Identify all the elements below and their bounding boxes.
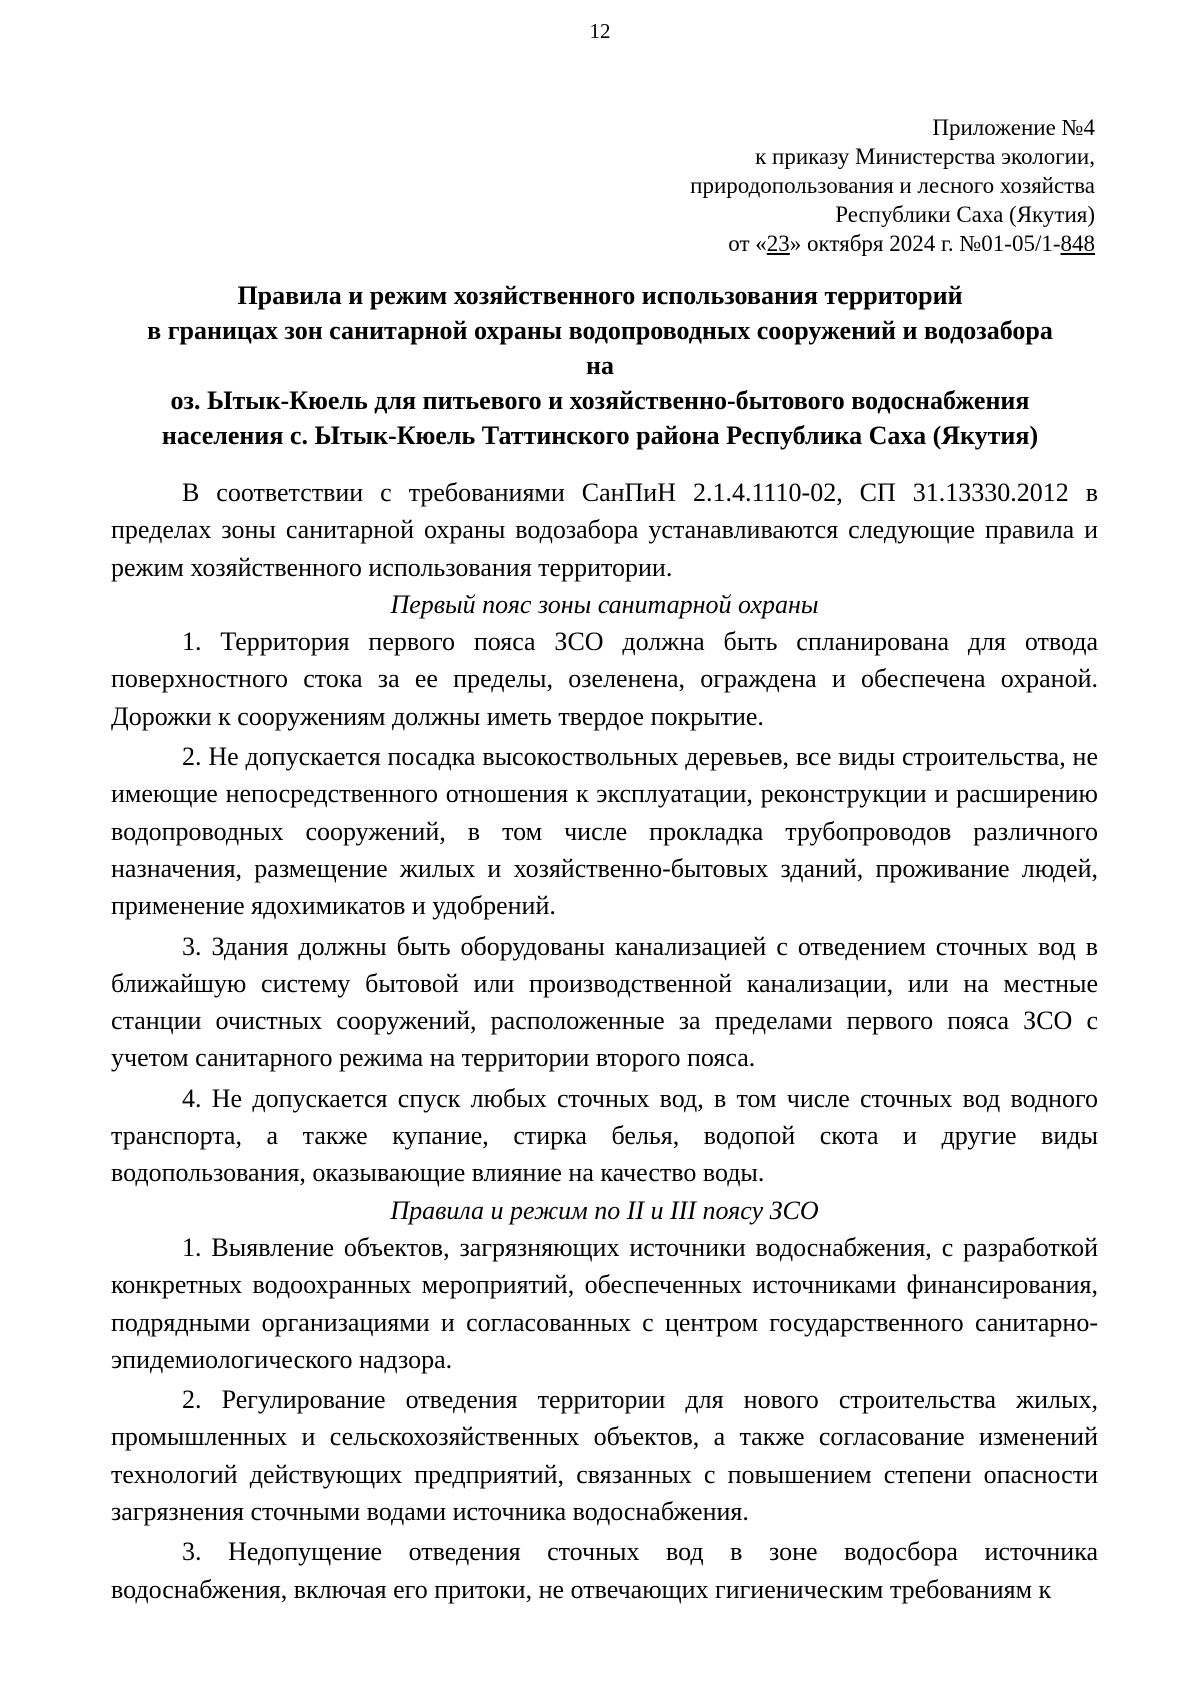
document-body xyxy=(111,474,1098,1608)
date-prefix: от « xyxy=(728,231,767,256)
page-number: 12 xyxy=(589,19,611,43)
appendix-date-line xyxy=(690,229,1095,258)
order-number: 848 xyxy=(1060,231,1095,256)
title-line-5: населения с. Ытык-Кюель Таттинского района Республика Саха (Якутия) xyxy=(161,421,1039,450)
list-item: 3. Здания должны быть оборудованы канализацией с отведением сточных вод в ближайшую систему бытовой или производственной канализации, или на местные станции очистных сооружений, расположенные за пределами первого пояса ЗСО с учетом санитарного режима на территории второго пояса. xyxy=(111,931,1098,1073)
appendix-line-3: природопользования и лесного хозяйства xyxy=(690,173,1095,198)
list-item: 1. Выявление объектов, загрязняющих источники водоснабжения, с разработкой конкретных водоохранных мероприятий, обеспеченных источниками финансирования, подрядными организациями и согласованных с центром государственного санитарно-эпидемиологического надзора. xyxy=(111,1232,1098,1374)
appendix-line-1: Приложение №4 xyxy=(932,115,1095,140)
list-item: 4. Не допускается спуск любых сточных вод, в том числе сточных вод водного транспорта, а также купание, стирка белья, водопой скота и другие виды водопользования, оказывающие влияние на качество воды. xyxy=(111,1083,1098,1188)
date-day: 23 xyxy=(766,231,790,256)
appendix-line-4: Республики Саха (Якутия) xyxy=(835,202,1095,227)
date-middle: » октября 2024 г. №01-05/1- xyxy=(789,231,1061,256)
appendix-line-2: к приказу Министерства экологии, xyxy=(755,144,1095,169)
section-heading-second-third-zone: Правила и режим по II и III поясу ЗСО xyxy=(390,1195,819,1225)
list-item: 1. Территория первого пояса ЗСО должна быть спланирована для отвода поверхностного стока за ее пределы, озеленена, ограждена и обеспечена охраной. Дорожки к сооружениям должны иметь твердое покрытие. xyxy=(111,627,1098,731)
title-line-2: в границах зон санитарной охраны водопроводных сооружений и водозабора xyxy=(147,316,1053,345)
section-heading-first-zone: Первый пояс зоны санитарной охраны xyxy=(390,589,819,619)
appendix-block xyxy=(690,113,1095,258)
title-line-1: Правила и режим хозяйственного использования территорий xyxy=(237,281,963,310)
list-item: 3. Недопущение отведения сточных вод в зоне водосбора источника водоснабжения, включая его притоки, не отвечающих гигиеническим требованиям к xyxy=(111,1537,1098,1604)
title-line-4: оз. Ытык-Кюель для питьевого и хозяйственно-бытового водоснабжения xyxy=(170,386,1030,415)
intro-paragraph: В соответствии с требованиями СанПиН 2.1.4.1110-02, СП 31.13330.2012 в пределах зоны санитарной охраны водозабора устанавливаются следующие правила и режим хозяйственного использования территории. xyxy=(111,478,1098,582)
title-line-3: на xyxy=(586,351,614,380)
list-item: 2. Регулирование отведения территории для нового строительства жилых, промышленных и сельскохозяйственных объектов, а также согласование изменений технологий действующих предприятий, связанных с повышением степени опасности загрязнения сточными водами источника водоснабжения. xyxy=(111,1385,1098,1527)
list-item: 2. Не допускается посадка высокоствольных деревьев, все виды строительства, не имеющие непосредственного отношения к эксплуатации, реконструкции и расширению водопроводных сооружений, в том числе прокладка трубопроводов различного назначения, размещение жилых и хозяйственно-бытовых зданий, проживание людей, применение ядохимикатов и удобрений. xyxy=(111,742,1098,921)
document-title xyxy=(100,278,1100,453)
